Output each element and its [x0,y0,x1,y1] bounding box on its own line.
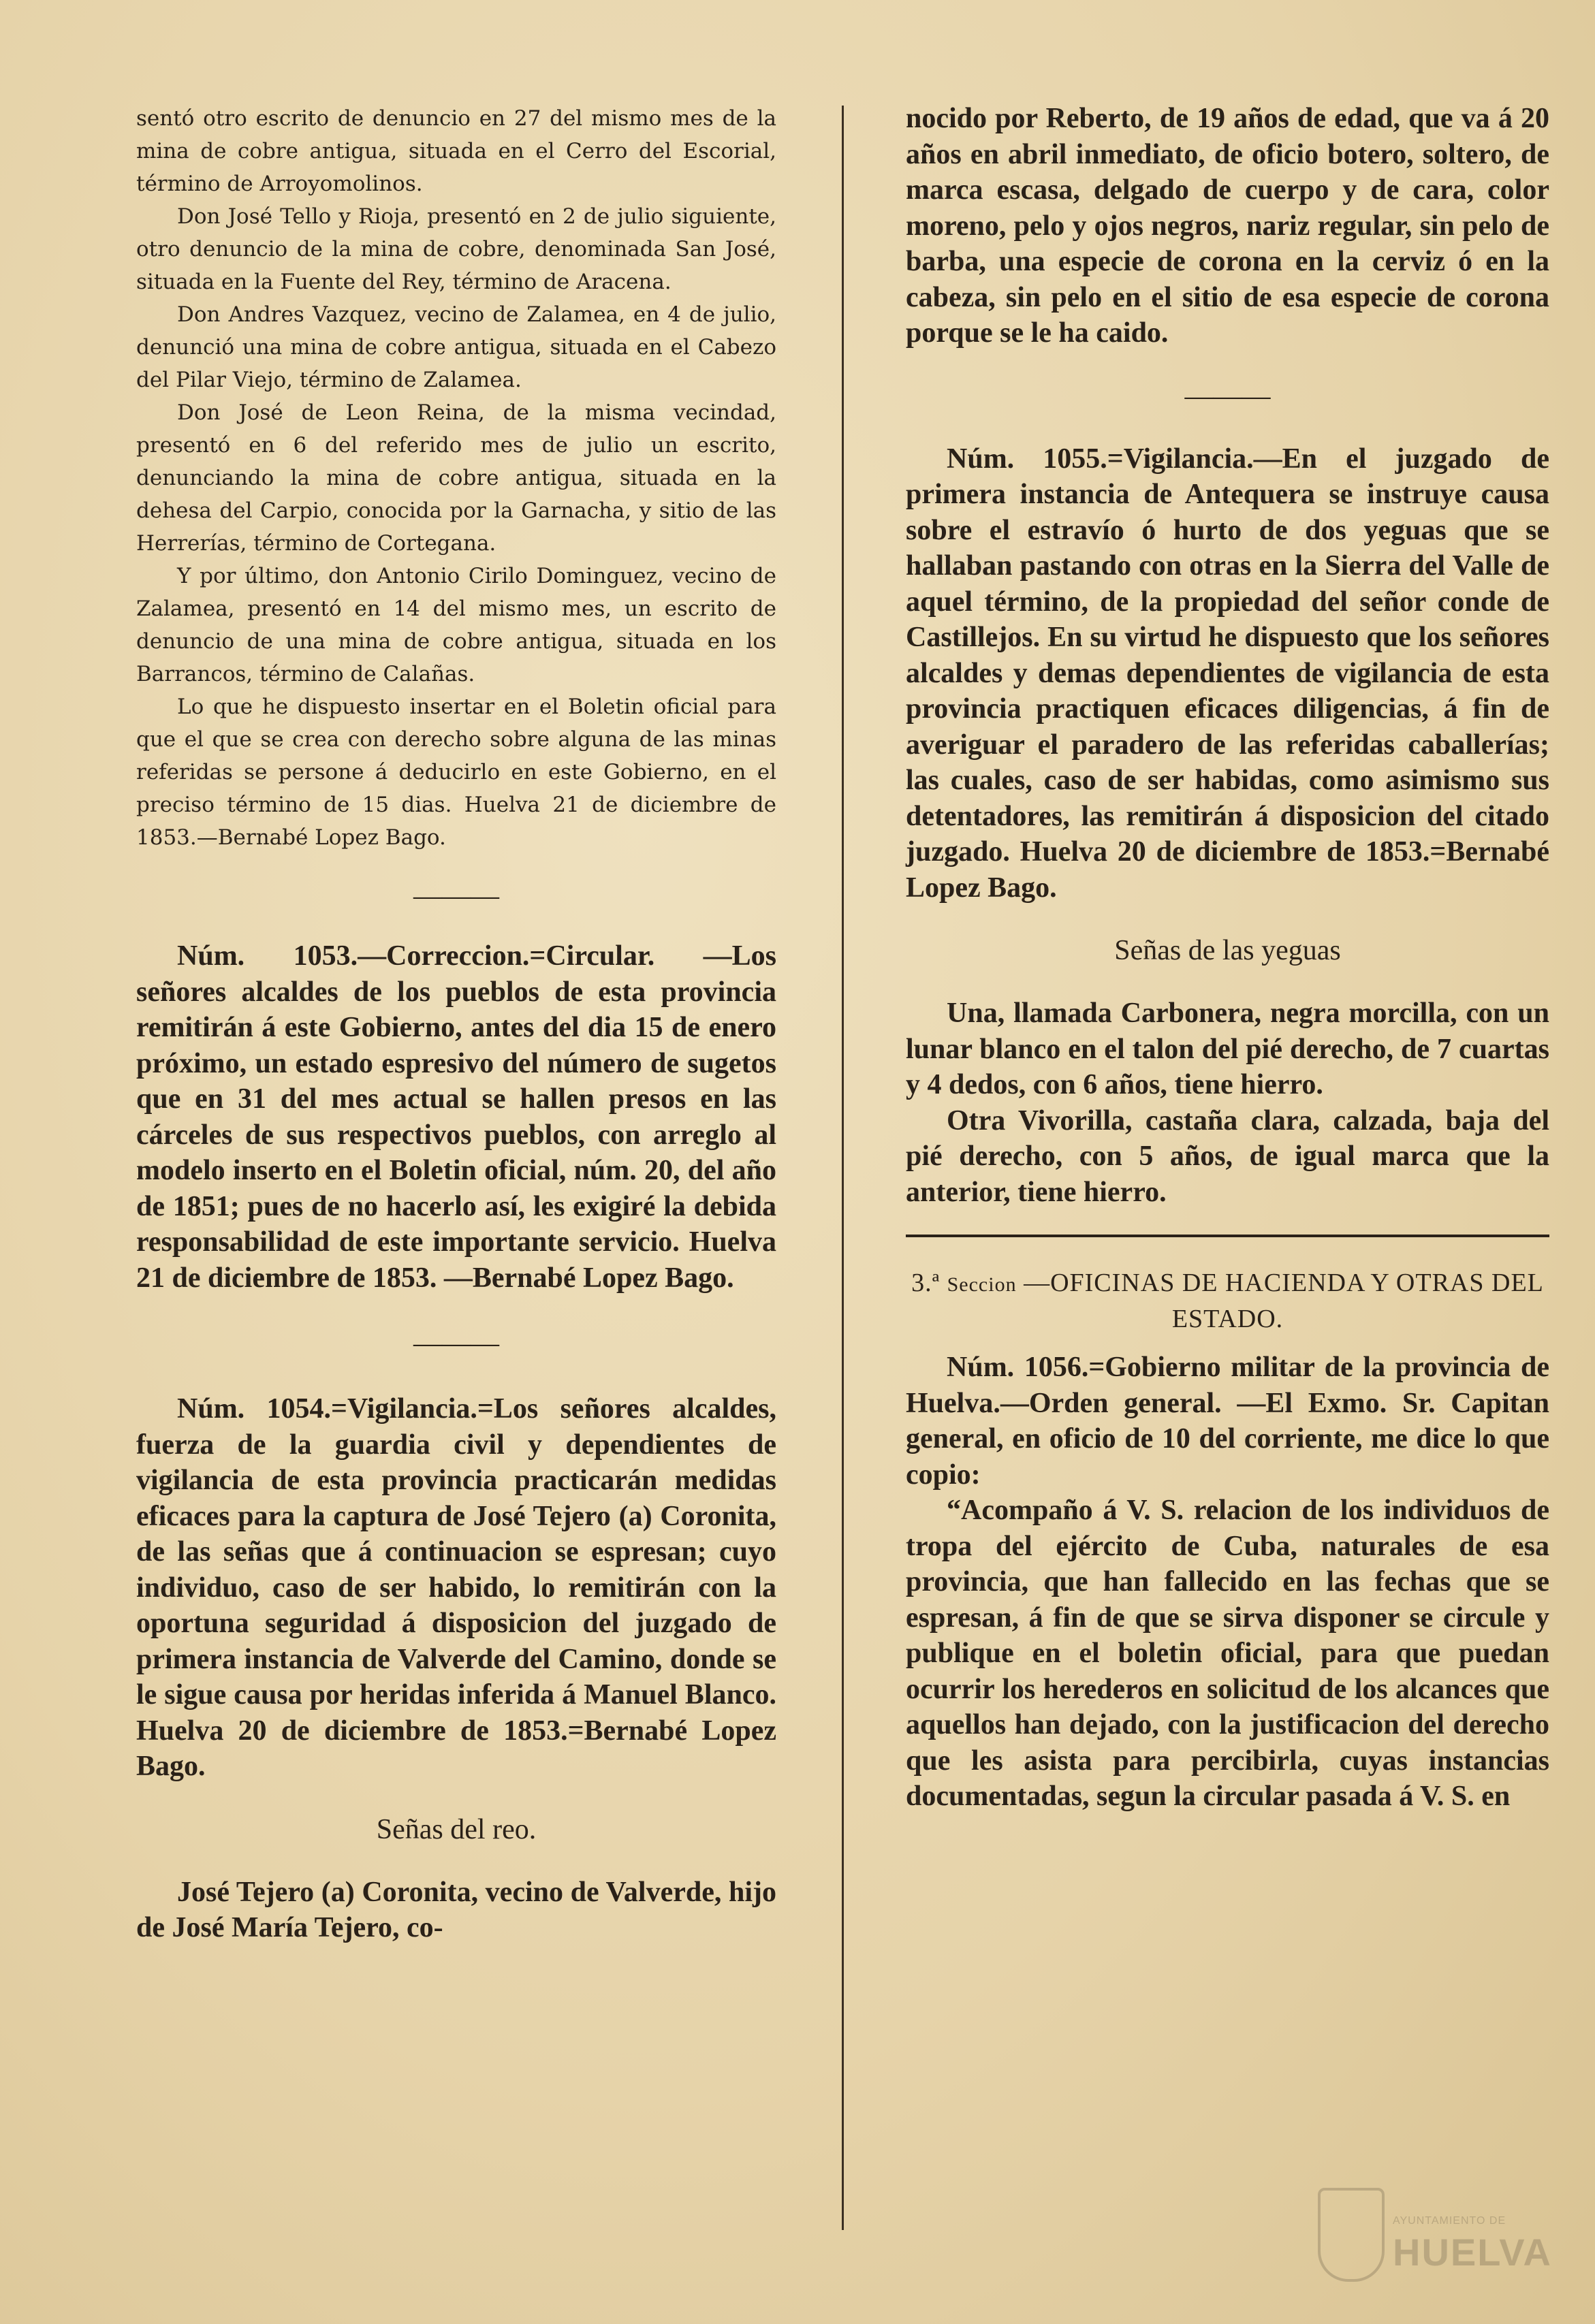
section-3-title [906,1266,1549,1336]
watermark-big-text: HUELVA [1393,2231,1552,2274]
notice-1054 [136,1391,776,1785]
notice-1056 [906,1350,1549,1815]
senas-reo-start [136,1875,776,1946]
right-column [906,101,1549,1815]
archive-watermark [1318,2182,1552,2291]
senas-reo-start-text: José Tejero (a) Coronita, vecino de Valverde, hijo de José María Tejero, co- [136,1876,776,1943]
notice-paragraph: Y por último, don Antonio Cirilo Dominguez, vecino de Zalamea, presentó en 14 del mismo mes, un escrito de denuncio de una mina de cobre antigua, situada en los Barrancos, término de Calañas. [136,564,776,686]
notice-paragraph: Don José Tello y Rioja, presentó en 2 de julio siguiente, otro denuncio de la mina de cobre, denominada San José, situada en la Fuente del Rey, término de Aracena. [136,204,776,294]
yegua-1: Una, llamada Carbonera, negra morcilla, con un lunar blanco en el talon del pié derecho, de 7 cuartas y 4 dedos, con 6 años, tiene hierro. [906,998,1549,1100]
notice-paragraph: Don José de Leon Reina, de la misma vecindad, presentó en 6 del referido mes de julio un escrito, denunciando la mina de cobre antigua, situada en la dehesa del Carpio, conocida por la Garnacha, y sitio de las Herrerías, término de Cortegana. [136,400,776,556]
senas-reo-cont [906,101,1549,351]
notice-paragraph: Don Andres Vazquez, vecino de Zalamea, en 4 de julio, denunció una mina de cobre antigua, situada en el Cabezo del Pilar Viejo, término de Zalamea. [136,302,776,392]
notice-1055 [906,441,1549,906]
senas-reo-cont-text: nocido por Reberto, de 19 años de edad, que va á 20 años en abril inmediato, de oficio botero, soltero, de marca escasa, delgado de cuerpo y de cara, color moreno, pelo y ojos negros, nariz regular, sin pelo de barba, una especie de corona en la cerviz ó en la cabeza, sin pelo en el sitio de esa especie de corona porque se le ha caido. [906,103,1549,349]
notice-paragraph: sentó otro escrito de denuncio en 27 del mismo mes de la mina de cobre antigua, situada en el Cerro del Escorial, término de Arroyomolinos. [136,106,776,196]
notice-1054-text: Núm. 1054.=Vigilancia.=Los señores alcaldes, fuerza de la guardia civil y dependientes de vigilancia de esta provincia practicarán medidas eficaces para la captura de José Tejero (a) Coronita, de las señas que á continuacion se espresan; cuyo individuo, caso de ser habido, lo remitirán con la oportuna seguridad á disposicion del juzgado de primera instancia de Valverde del Camino, donde se le sigue causa por heridas inferida á Manuel Blanco. Huelva 20 de diciembre de 1853.=Bernabé Lopez Bago. [136,1393,776,1782]
mining-notices [136,102,776,854]
yegua-2: Otra Vivorilla, castaña clara, calzada, baja del pié derecho, con 5 años, de igual marca que la anterior, tiene hierro. [906,1104,1549,1208]
left-column [136,102,776,1946]
section-rule [906,1235,1549,1237]
separator: ——— [413,1328,499,1359]
heading-senas-reo: Señas del reo. [376,1813,537,1845]
notice-1053 [136,938,776,1296]
separator: ——— [413,880,499,912]
heading-senas-yeguas: Señas de las yeguas [1114,935,1341,966]
notice-1053-text: Núm. 1053.—Correccion.=Circular. —Los señores alcaldes de los pueblos de esta provincia remitirán á este Gobierno, antes del dia 15 de enero próximo, un estado espresivo del número de sugetos que en 31 del mes actual se hallen presos en las cárceles de sus respectivos pueblos, con arreglo al modelo inserto en el Boletin oficial, núm. 20, del año de 1851; pues de no hacerlo así, les exigiré la debida responsabilidad de este importante servicio. Huelva 21 de diciembre de 1853. —Bernabé Lopez Bago. [136,940,776,1294]
notice-paragraph: Lo que he dispuesto insertar en el Boletin oficial para que el que se crea con derecho sobre alguna de las minas referidas se persone á deducirlo en este Gobierno, en el preciso término de 15 dias. Huelva 21 de diciembre de 1853.—Bernabé Lopez Bago. [136,695,776,850]
yeguas-description [906,996,1549,1210]
coat-of-arms-icon [1318,2188,1385,2282]
notice-1055-text: Núm. 1055.=Vigilancia.—En el juzgado de primera instancia de Antequera se instruye causa sobre el estravío ó hurto de dos yeguas que se hallaban pastando con otras en la Sierra del Valle de aquel término, de la propiedad del señor conde de Castillejos. En su virtud he dispuesto que los señores alcaldes y demas dependientes de vigilancia de esta provincia practiquen eficaces diligencias, á fin de averiguar el paradero de las referidas caballerías; las cuales, caso de ser habidas, como asimismo sus detentadores, las remitirán á disposicion del citado juzgado. Huelva 20 de diciembre de 1853.=Bernabé Lopez Bago. [906,443,1549,904]
notice-1056-quote: “Acompaño á V. S. relacion de los individuos de tropa del ejército de Cuba, naturales de esa provincia, que han fallecido en las fechas que se espresan, á fin de que se sirva disponer se circule y publique en el boletin oficial, para que puedan ocurrir los herederos en solicitud de los alcances que aquellos han dejado, con la justificacion del derecho que les asista para percibirla, cuyas instancias documentadas, segun la circular pasada á V. S. en [906,1495,1549,1812]
watermark-small-text: AYUNTAMIENTO DE [1393,2215,1506,2227]
section-title-text: —OFICINAS DE HACIENDA Y OTRAS DEL ESTADO. [1024,1269,1544,1333]
column-divider [842,106,844,2230]
notice-1056-intro: Núm. 1056.=Gobierno militar de la provincia de Huelva.—Orden general. —El Exmo. Sr. Capitan general, en oficio de 10 del corriente, me dice lo que copio: [906,1352,1549,1491]
separator: ——— [1184,380,1271,412]
section-word: Seccion [947,1273,1017,1296]
section-number: 3.ª [911,1269,941,1297]
